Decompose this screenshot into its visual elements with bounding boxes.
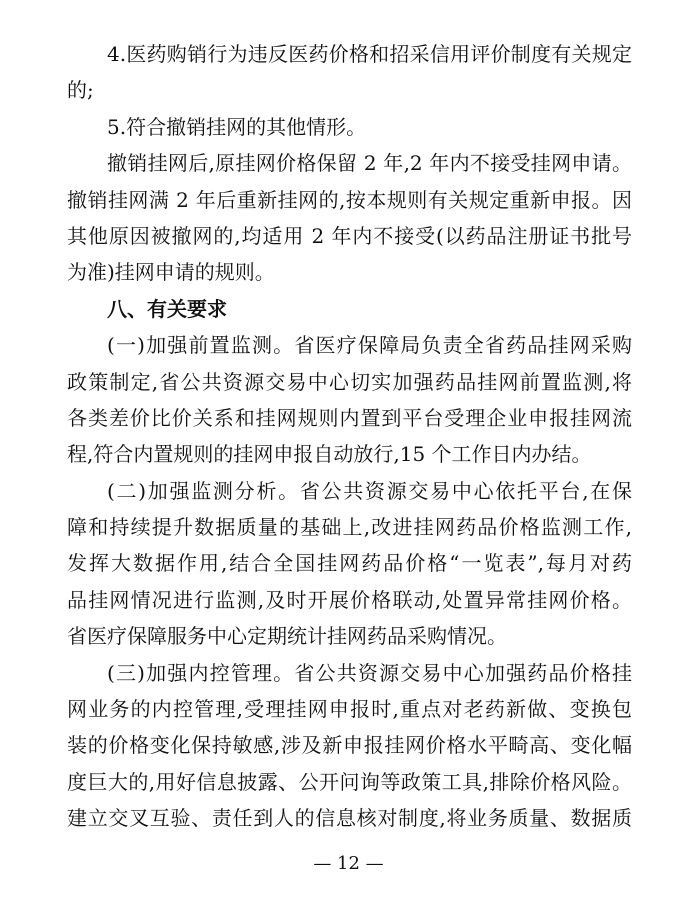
paragraph-line: 装的价格变化保持敏感,涉及新申报挂网价格水平畸高、变化幅 <box>67 733 632 758</box>
paragraph-line: 撤销挂网后,原挂网价格保留 2 年,2 年内不接受挂网申请。 <box>107 151 632 176</box>
paragraph-line: 建立交叉互验、责任到人的信息核对制度,将业务质量、数据质 <box>67 806 632 831</box>
paragraph-line: 发挥大数据作用,结合全国挂网药品价格“一览表”,每月对药 <box>67 551 632 576</box>
section-heading: 八、有关要求 <box>107 296 227 321</box>
paragraph-line: (一)加强前置监测。省医疗保障局负责全省药品挂网采购 <box>107 333 632 358</box>
paragraph-line: (三)加强内控管理。省公共资源交易中心加强药品价格挂 <box>107 660 632 685</box>
document-body <box>67 36 632 837</box>
list-item-4: 4.医药购销行为违反医药价格和招采信用评价制度有关规定 <box>107 42 632 66</box>
paragraph-line: 品挂网情况进行监测,及时开展价格联动,处置异常挂网价格。 <box>67 587 632 612</box>
paragraph-line: 障和持续提升数据质量的基础上,改进挂网药品价格监测工作, <box>67 515 632 540</box>
paragraph-line: 为准)挂网申请的规则。 <box>67 260 275 285</box>
paragraph-line: (二)加强监测分析。省公共资源交易中心依托平台,在保 <box>107 478 632 503</box>
list-item-4-continuation: 的; <box>67 78 94 103</box>
paragraph-line: 撤销挂网满 2 年后重新挂网的,按本规则有关规定重新申报。因 <box>67 187 632 212</box>
list-item-5: 5.符合撤销挂网的其他情形。 <box>107 114 367 139</box>
paragraph-line: 网业务的内控管理,受理挂网申报时,重点对老药新做、变换包 <box>67 697 632 722</box>
paragraph-line: 政策制定,省公共资源交易中心切实加强药品挂网前置监测,将 <box>67 369 632 394</box>
paragraph-line: 度巨大的,用好信息披露、公开问询等政策工具,排除价格风险。 <box>67 769 632 794</box>
paragraph-line: 省医疗保障服务中心定期统计挂网药品采购情况。 <box>67 624 507 649</box>
paragraph-line: 各类差价比价关系和挂网规则内置到平台受理企业申报挂网流 <box>67 405 632 430</box>
page-number: — 12 — <box>313 853 384 874</box>
paragraph-line: 其他原因被撤网的,均适用 2 年内不接受(以药品注册证书批号 <box>67 223 632 248</box>
paragraph-line: 程,符合内置规则的挂网申报自动放行,15 个工作日内办结。 <box>67 442 592 467</box>
